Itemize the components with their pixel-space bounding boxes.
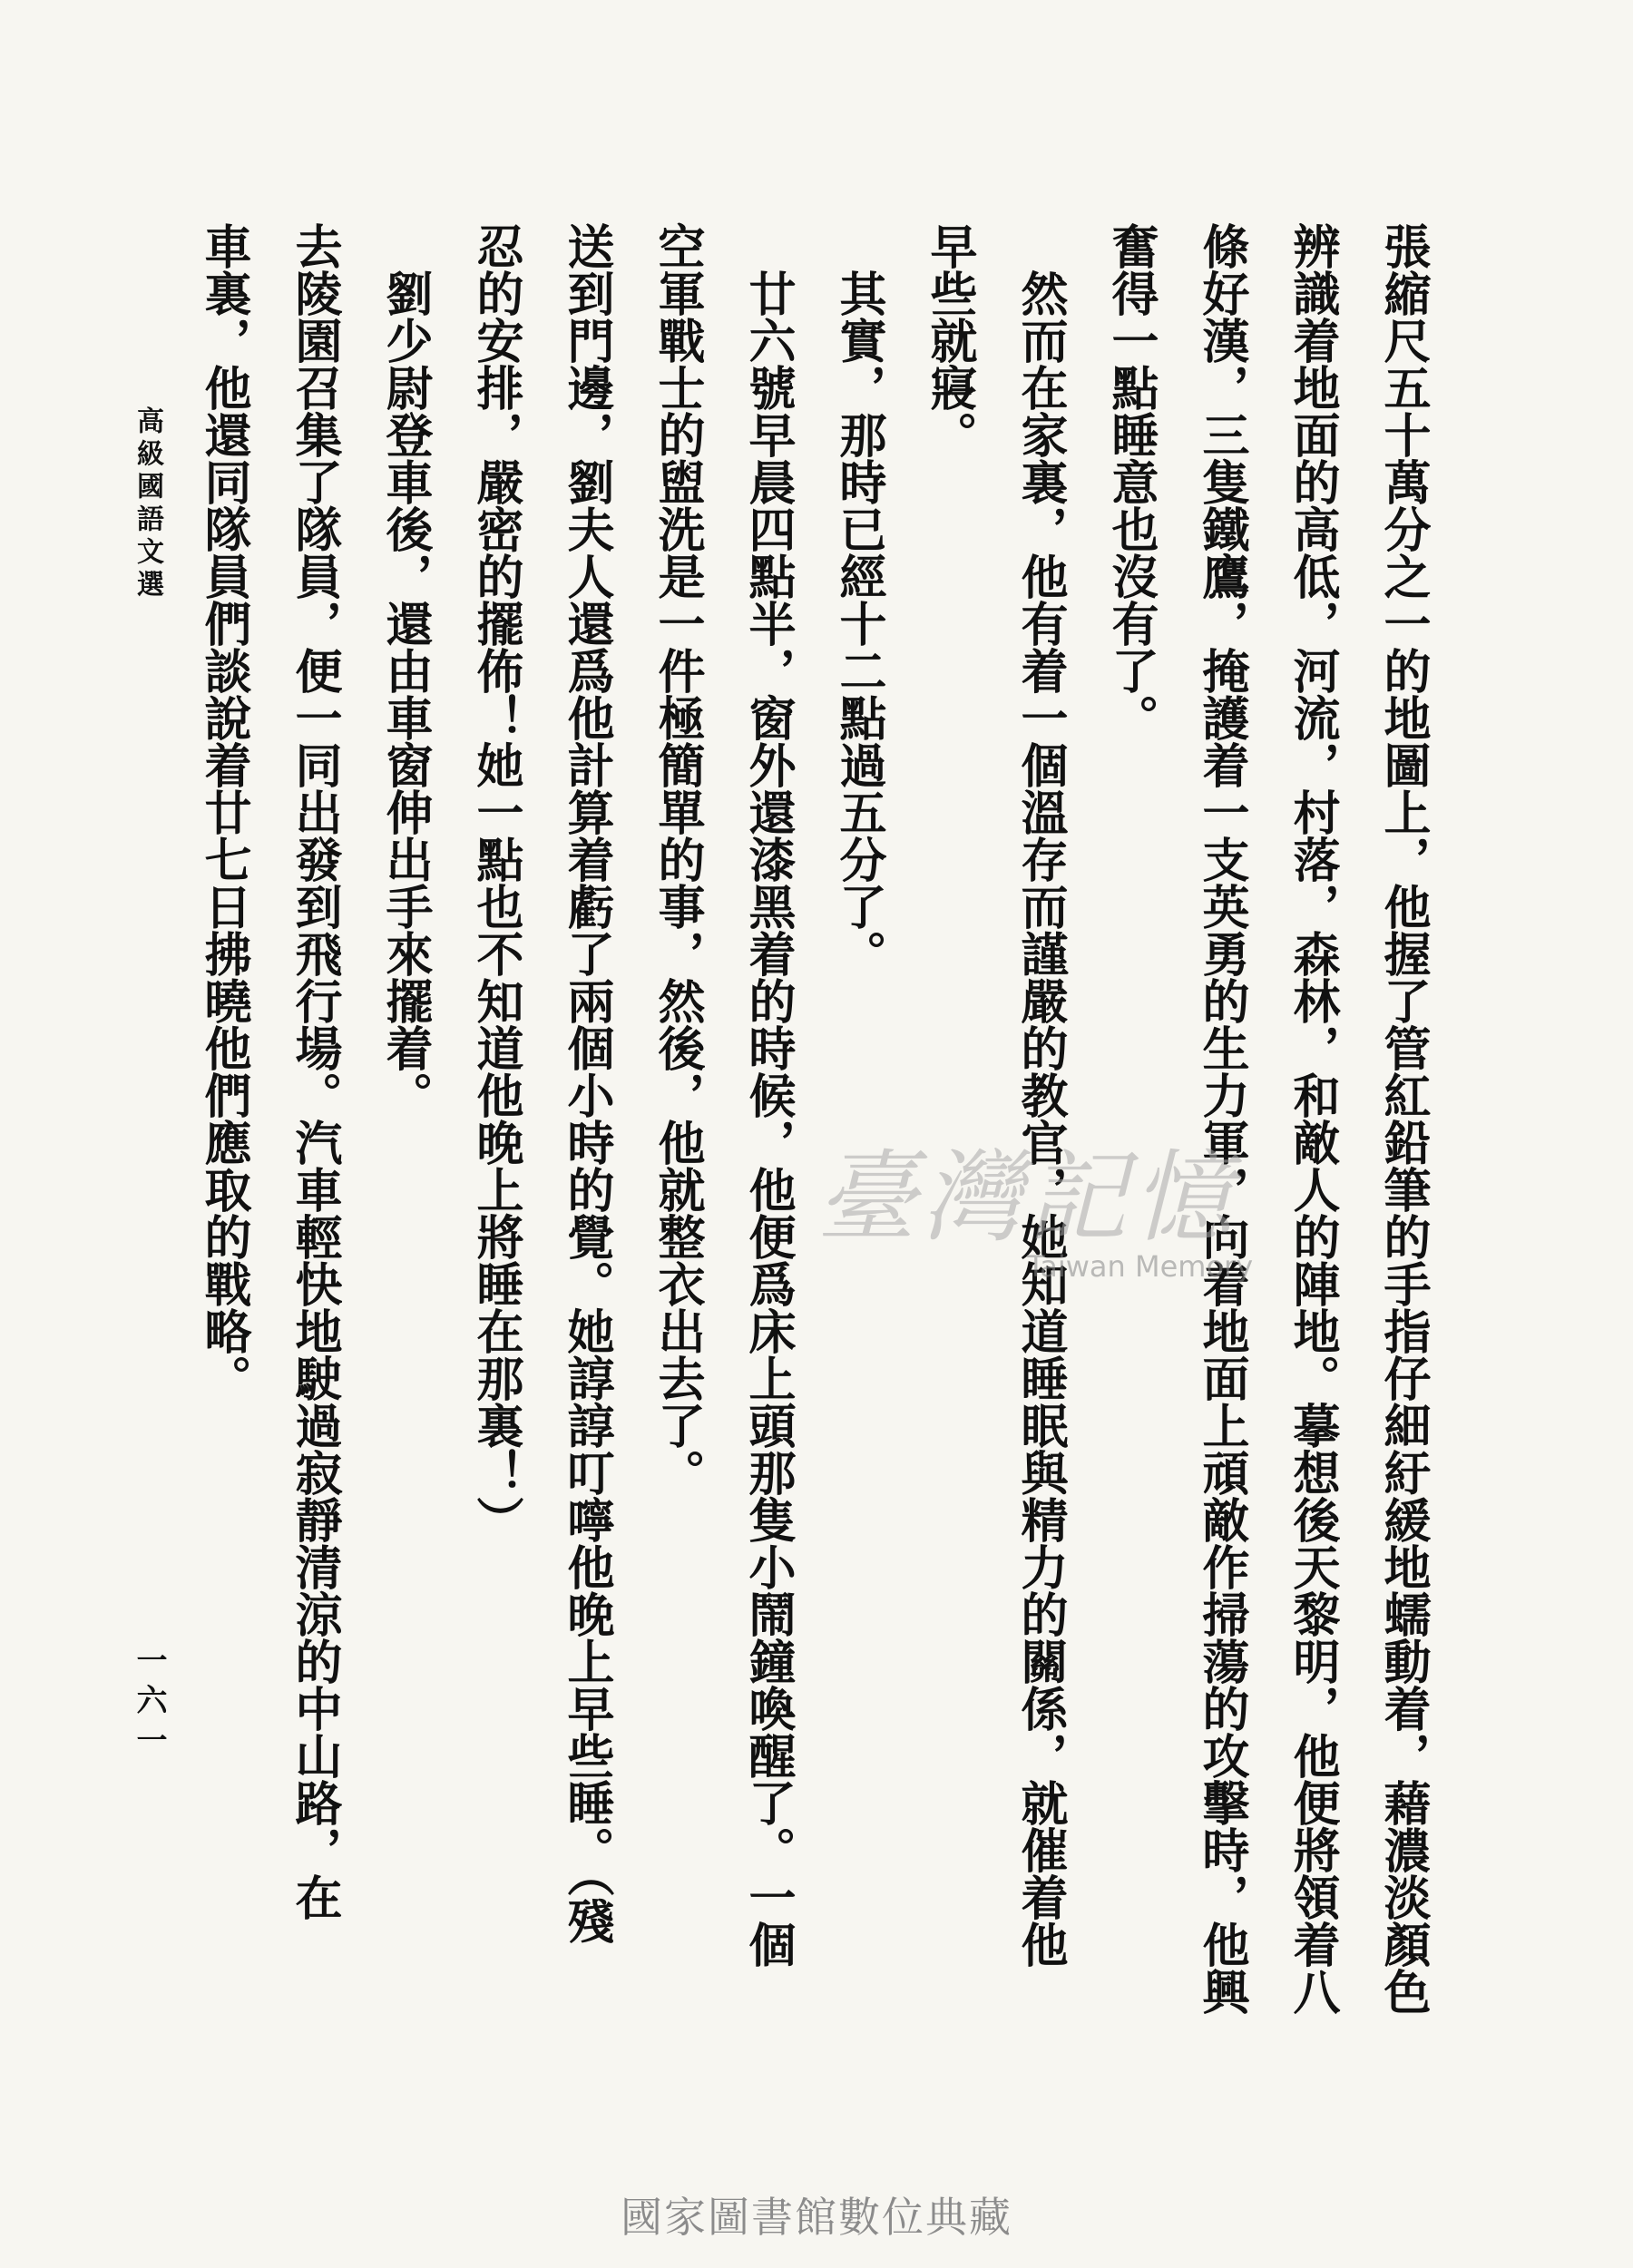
- footer-collection-label: 國家圖書館數位典藏: [621, 2193, 1012, 2242]
- page-number: 一六一: [131, 1644, 167, 1764]
- text-column: 然而在家裏，他有着一個溫存而謹嚴的教官，她知道睡眠與精力的關係，就催着他: [1012, 222, 1068, 1968]
- watermark-chinese: 臺灣記憶: [816, 1139, 1237, 1256]
- watermark-logo: [816, 1118, 1288, 1284]
- text-column: 張縮尺五十萬分之一的地圖上，他握了管紅鉛筆的手指仔細紆緩地蠕動着，藉濃淡顏色: [1375, 222, 1431, 2015]
- text-column: 車裏，他還同隊員們談說着廿七日拂曉他們應取的戰略。: [196, 222, 251, 1402]
- text-column: 其實，那時已經十二點過五分了。: [831, 222, 886, 977]
- text-column: 早些就寢。: [922, 222, 977, 458]
- text-column: 空軍戰士的盥洗是一件極簡單的事，然後，他就整衣出去了。: [650, 222, 705, 1496]
- text-column: 條好漢，三隻鐵鷹，掩護着一支英勇的生力軍，向着地面上頑敵作掃蕩的攻擊時，他興: [1194, 222, 1249, 2015]
- running-title: 高級國語文選: [132, 406, 163, 602]
- text-column: 忍的安排，嚴密的擺佈！她一點也不知道他晚上將睡在那裏！）: [468, 222, 523, 1543]
- text-column: 廿六號早晨四點半，窗外還漆黑着的時候，他便爲床上頭那隻小鬧鐘喚醒了。一個: [740, 222, 796, 1968]
- watermark-english: Taiwan Memory: [1027, 1249, 1254, 1284]
- text-column: 送到門邊，劉夫人還爲他計算着虧了兩個小時的覺。她諄諄叮嚀他晚上早些睡。（殘: [559, 222, 614, 1944]
- text-column: 劉少尉登車後，還由車窗伸出手來擺着。: [377, 222, 433, 1119]
- text-column: 奮得一點睡意也沒有了。: [1103, 222, 1159, 741]
- text-column: 去陵園召集了隊員，便一同出發到飛行場。汽車輕快地駛過寂靜清涼的中山路，在: [287, 222, 342, 1921]
- text-column: 辨識着地面的高低，河流，村落，森林，和敵人的陣地。摹想後天黎明，他便將領着八: [1285, 222, 1340, 2015]
